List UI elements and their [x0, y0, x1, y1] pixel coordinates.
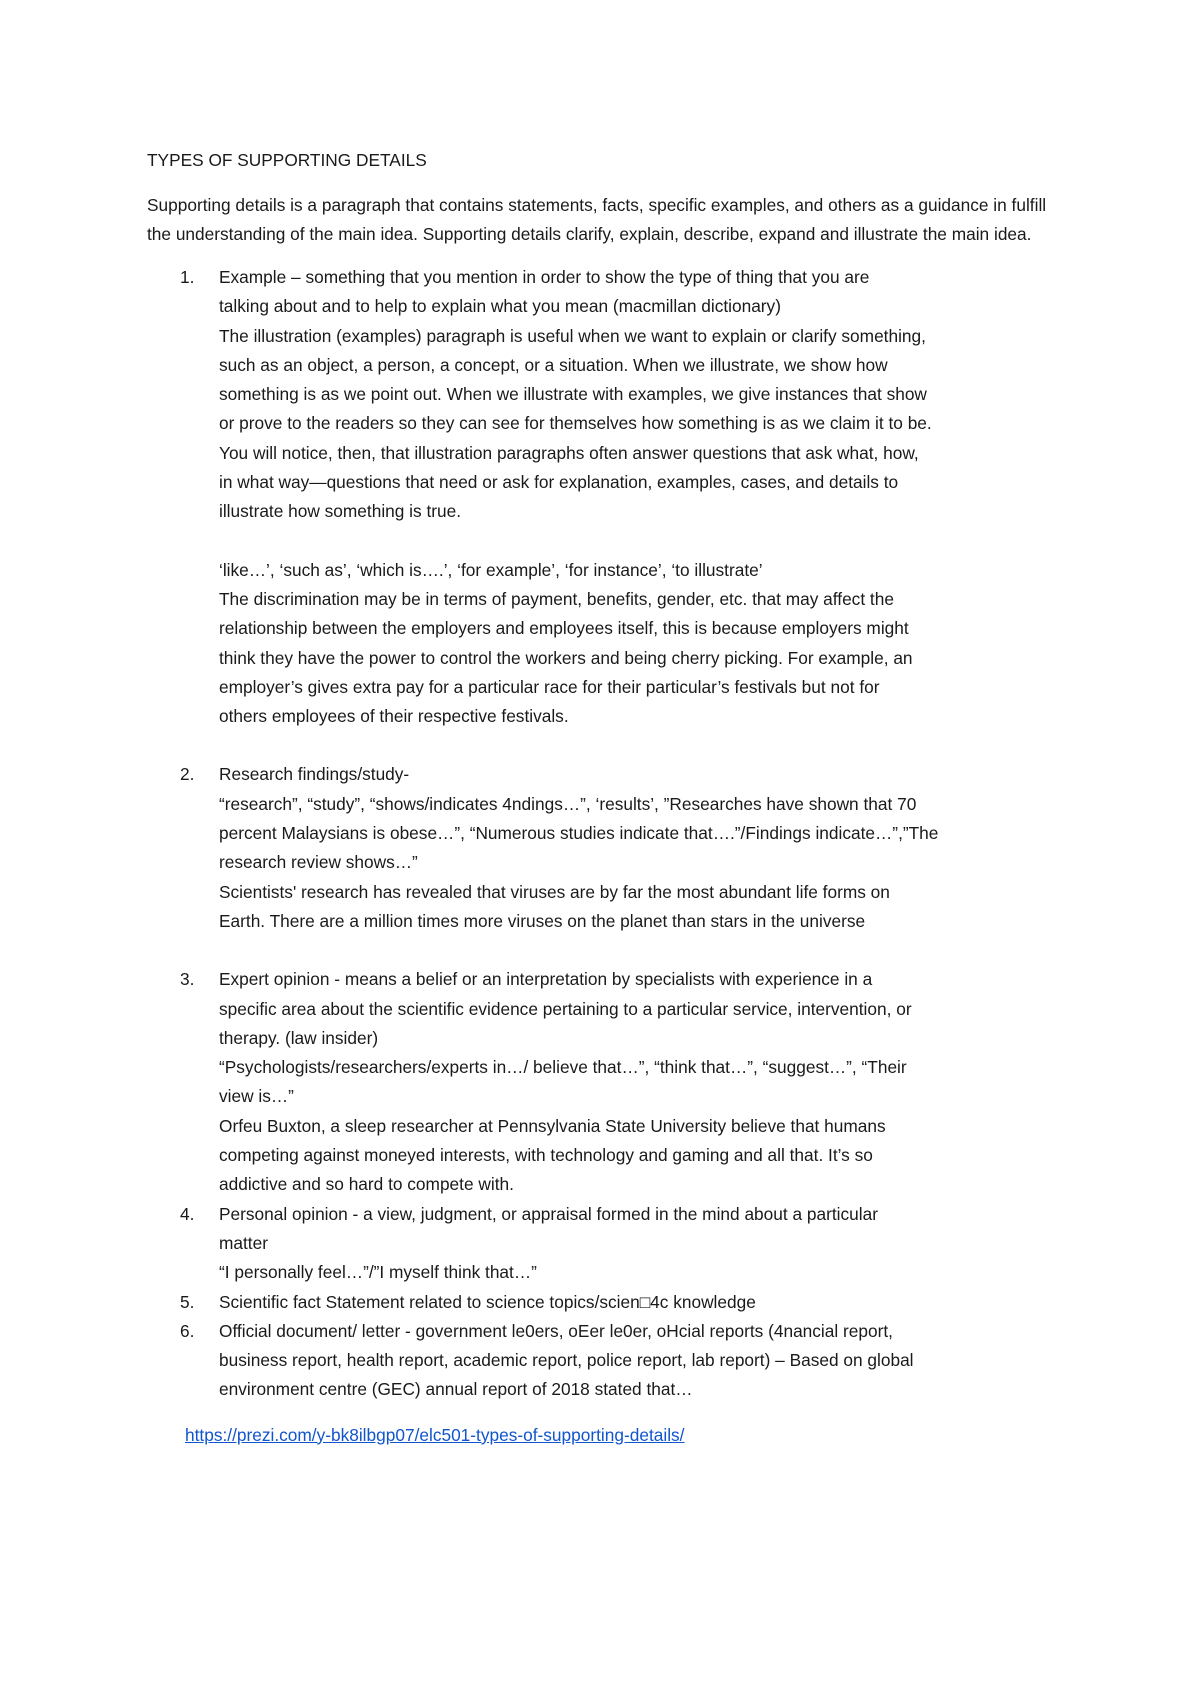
text-line: think they have the power to control the workers and being cherry picking. For example, an	[219, 647, 913, 668]
text-line: “I personally feel…”/”I myself think that…”	[219, 1262, 537, 1283]
text-line: specific area about the scientific evidence pertaining to a particular service, intervention, or	[219, 998, 912, 1019]
text-line: addictive and so hard to compete with.	[219, 1174, 514, 1195]
list-number: 5.	[180, 1291, 195, 1312]
text-line: business report, health report, academic report, police report, lab report) – Based on global	[219, 1350, 914, 1371]
list-number: 1.	[180, 267, 195, 287]
text-line: something is as we point out. When we illustrate with examples, we give instances that show	[219, 384, 927, 405]
list-item-example	[147, 263, 1067, 731]
text-line: percent Malaysians is obese…”, “Numerous studies indicate that….”/Findings indicate…”,”The	[219, 823, 939, 844]
text-line: competing against moneyed interests, with technology and gaming and all that. It’s so	[219, 1145, 873, 1166]
document-body	[147, 146, 1067, 1450]
list-item-personal-opinion	[147, 1200, 1067, 1288]
list-number: 3.	[180, 969, 195, 990]
list-number: 4.	[180, 1203, 195, 1224]
intro-paragraph: Supporting details is a paragraph that contains statements, facts, specific examples, and others as a guidance in fulfill the understanding of the main idea. Supporting details clarify, explain, describe, expand and illustrate the main idea.	[147, 195, 1047, 244]
list-item-official-document	[147, 1317, 1067, 1405]
text-line: environment centre (GEC) annual report of 2018 stated that…	[219, 1379, 693, 1400]
document-title: TYPES OF SUPPORTING DETAILS	[147, 150, 427, 170]
text-line: illustrate how something is true.	[219, 501, 462, 522]
text-line: talking about and to help to explain what you mean (macmillan dictionary)	[219, 296, 781, 317]
text-line: Official document/ letter - government le0ers, oEer le0er, oHcial reports (4nancial report,	[219, 1320, 893, 1341]
blank-line	[219, 527, 1067, 556]
text-line: “Psychologists/researchers/experts in…/ believe that…”, “think that…”, “suggest…”, “Their	[219, 1057, 907, 1078]
text-line: in what way—questions that need or ask for explanation, examples, cases, and details to	[219, 472, 899, 493]
blank-line	[147, 936, 1067, 965]
blank-line	[147, 731, 1067, 760]
list-item-expert-opinion	[147, 965, 1067, 1199]
list-item-scientific-fact	[147, 1288, 1067, 1317]
text-line: ‘like…’, ‘such as’, ‘which is….’, ‘for example’, ‘for instance’, ‘to illustrate’	[219, 559, 763, 580]
list-item-research-findings	[147, 760, 1067, 936]
text-line: Scientists' research has revealed that viruses are by far the most abundant life forms on	[219, 881, 890, 902]
list-number: 6.	[180, 1320, 195, 1341]
text-line: Earth. There are a million times more viruses on the planet than stars in the universe	[219, 910, 866, 931]
text-line: The discrimination may be in terms of payment, benefits, gender, etc. that may affect the	[219, 588, 894, 609]
text-line: therapy. (law insider)	[219, 1027, 379, 1048]
text-line: The illustration (examples) paragraph is useful when we want to explain or clarify something,	[219, 325, 926, 346]
text-line: research review shows…”	[219, 852, 418, 873]
text-line: Orfeu Buxton, a sleep researcher at Pennsylvania State University believe that humans	[219, 1115, 886, 1136]
text-line: You will notice, then, that illustration paragraphs often answer questions that ask what, how,	[219, 442, 919, 463]
list-number: 2.	[180, 764, 195, 785]
text-line: others employees of their respective festivals.	[219, 706, 569, 727]
text-line: Scientific fact Statement related to science topics/scien□4c knowledge	[219, 1291, 756, 1312]
prezi-link[interactable]: https://prezi.com/y-bk8ilbgp07/elc501-types-of-supporting-details/	[185, 1424, 685, 1445]
text-line: Example – something that you mention in order to show the type of thing that you are	[219, 267, 870, 287]
text-line: employer’s gives extra pay for a particular race for their particular’s festivals but not for	[219, 676, 880, 697]
text-line: view is…”	[219, 1086, 294, 1107]
text-line: Research findings/study-	[219, 764, 410, 785]
text-line: or prove to the readers so they can see for themselves how something is as we claim it to be.	[219, 413, 932, 434]
text-line: relationship between the employers and employees itself, this is because employers might	[219, 618, 909, 639]
text-line: matter	[219, 1232, 268, 1253]
text-line: “research”, “study”, “shows/indicates 4ndings…”, ‘results’, ”Researches have shown that 70	[219, 793, 917, 814]
text-line: such as an object, a person, a concept, or a situation. When we illustrate, we show how	[219, 354, 888, 375]
text-line: Expert opinion - means a belief or an interpretation by specialists with experience in a	[219, 969, 873, 990]
text-line: Personal opinion - a view, judgment, or appraisal formed in the mind about a particular	[219, 1203, 878, 1224]
